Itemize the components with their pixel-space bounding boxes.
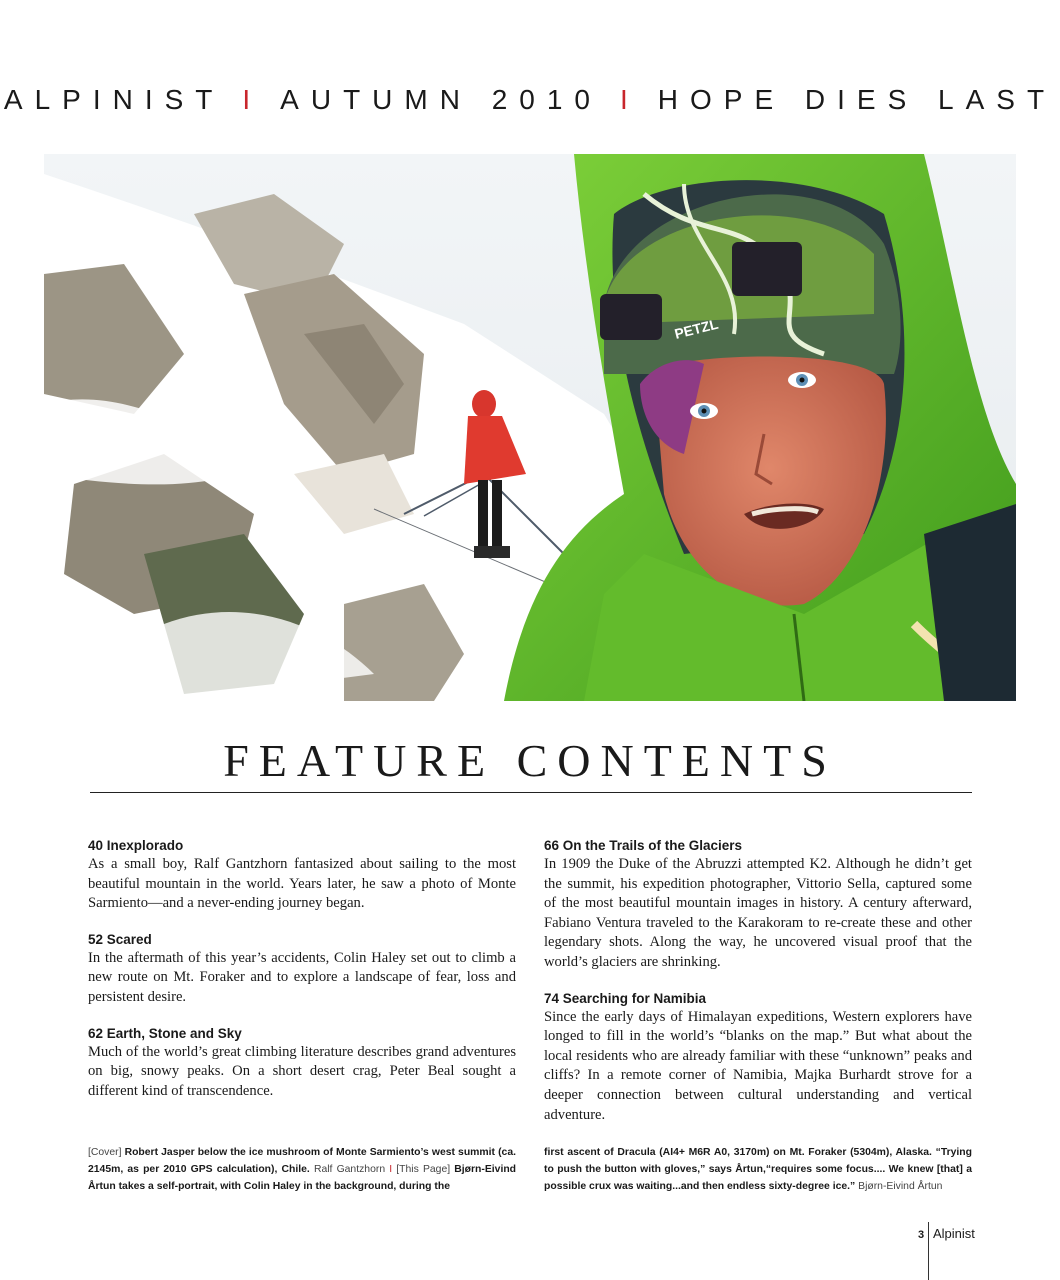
contents-entry[interactable] bbox=[88, 932, 516, 1008]
caption-page-text: Bjørn-Eivind Årtun takes a self-portrait, with Colin Haley in the background, during the bbox=[88, 1164, 517, 1192]
caption-cover-credit: Ralf Gantzhorn bbox=[313, 1164, 386, 1175]
feature-photo bbox=[44, 154, 1016, 701]
contents-right-column bbox=[544, 838, 972, 1143]
photo-caption-left bbox=[88, 1144, 516, 1195]
title-rule bbox=[90, 792, 972, 793]
caption-cover-text: Robert Jasper below the ice mushroom of Monte Sarmiento’s west summit (ca. 2145m, as per 2010 GPS calculation), Chile. bbox=[88, 1147, 516, 1175]
masthead-theme: HOPE DIES LAST bbox=[657, 84, 1057, 115]
masthead-separator: I bbox=[242, 84, 263, 115]
entry-body: In the aftermath of this year’s accidents, Colin Haley set out to climb a new route on Mt. Foraker and to explore a landscape of fear, loss and persistent desire. bbox=[88, 949, 516, 1005]
entry-heading: 40 Inexplorado bbox=[88, 838, 184, 853]
entry-heading: 52 Scared bbox=[88, 931, 152, 947]
entry-heading: 66 On the Trails of the Glaciers bbox=[544, 838, 743, 853]
contents-entry[interactable] bbox=[544, 991, 972, 1126]
entry-heading: 74 Searching for Namibia bbox=[544, 990, 707, 1006]
feature-title: FEATURE CONTENTS bbox=[223, 735, 837, 786]
entry-body: As a small boy, Ralf Gantzhorn fantasized about sailing to the most beautiful mountain in the world. Years later, he saw a photo of Monte Sarmiento—and a never-ending journey began. bbox=[88, 856, 516, 912]
folio-brand: Alpinist bbox=[933, 1226, 975, 1241]
masthead bbox=[0, 84, 1060, 116]
masthead-magazine: ALPINIST bbox=[3, 84, 225, 115]
contents-entry[interactable] bbox=[544, 838, 972, 973]
entry-body: In 1909 the Duke of the Abruzzi attempted K2. Although he didn’t get the summit, his expedition photographer, Vittorio Sella, captured some of the most beautiful mountain images in history. A century afterward, Fabiano Ventura traveled to the Karakoram to re-create these and other legendary shots. Along the way, he uncovered visual proof that the world’s glaciers are shrinking. bbox=[544, 856, 972, 970]
photo-caption-right bbox=[544, 1144, 972, 1195]
caption-divider: I bbox=[389, 1164, 393, 1175]
page-number: 3 bbox=[918, 1229, 925, 1241]
masthead-separator: I bbox=[620, 84, 640, 115]
caption-page-text-cont: first ascent of Dracula (AI4+ M6R A0, 3170m) on Mt. Foraker (5304m), Alaska. “Trying to push the button with gloves,” says Årtun,“requires some focus.... We knew [that] a possible crux was waiting...and then endless sixty-degree ice.” bbox=[544, 1147, 972, 1192]
helmet-logo: PETZL bbox=[672, 315, 720, 342]
contents-entry[interactable] bbox=[88, 838, 516, 914]
folio-rule bbox=[928, 1222, 929, 1280]
masthead-issue: AUTUMN 2010 bbox=[280, 84, 603, 115]
entry-body: Since the early days of Himalayan expeditions, Western explorers have longed to fill in the world’s “blanks on the map.” But what about the local residents who are already familiar with these “unknown” peaks and cliffs? In a remote corner of Namibia, Majka Burhardt strove for a deeper connection between cultural understanding and vertical adventure. bbox=[544, 1008, 972, 1123]
entry-heading: 62 Earth, Stone and Sky bbox=[88, 1025, 242, 1041]
caption-page-tag: [This Page] bbox=[396, 1164, 451, 1175]
page-folio bbox=[918, 1226, 975, 1241]
entry-body: Much of the world’s great climbing literature describes grand adventures on big, snowy peaks. On a short desert crag, Peter Beal sought a different kind of transcendence. bbox=[88, 1043, 516, 1099]
contents-entry[interactable] bbox=[88, 1026, 516, 1102]
caption-cover-tag: [Cover] bbox=[88, 1147, 122, 1158]
caption-page-credit: Bjørn-Eivind Årtun bbox=[858, 1181, 943, 1192]
contents-left-column bbox=[88, 838, 516, 1119]
